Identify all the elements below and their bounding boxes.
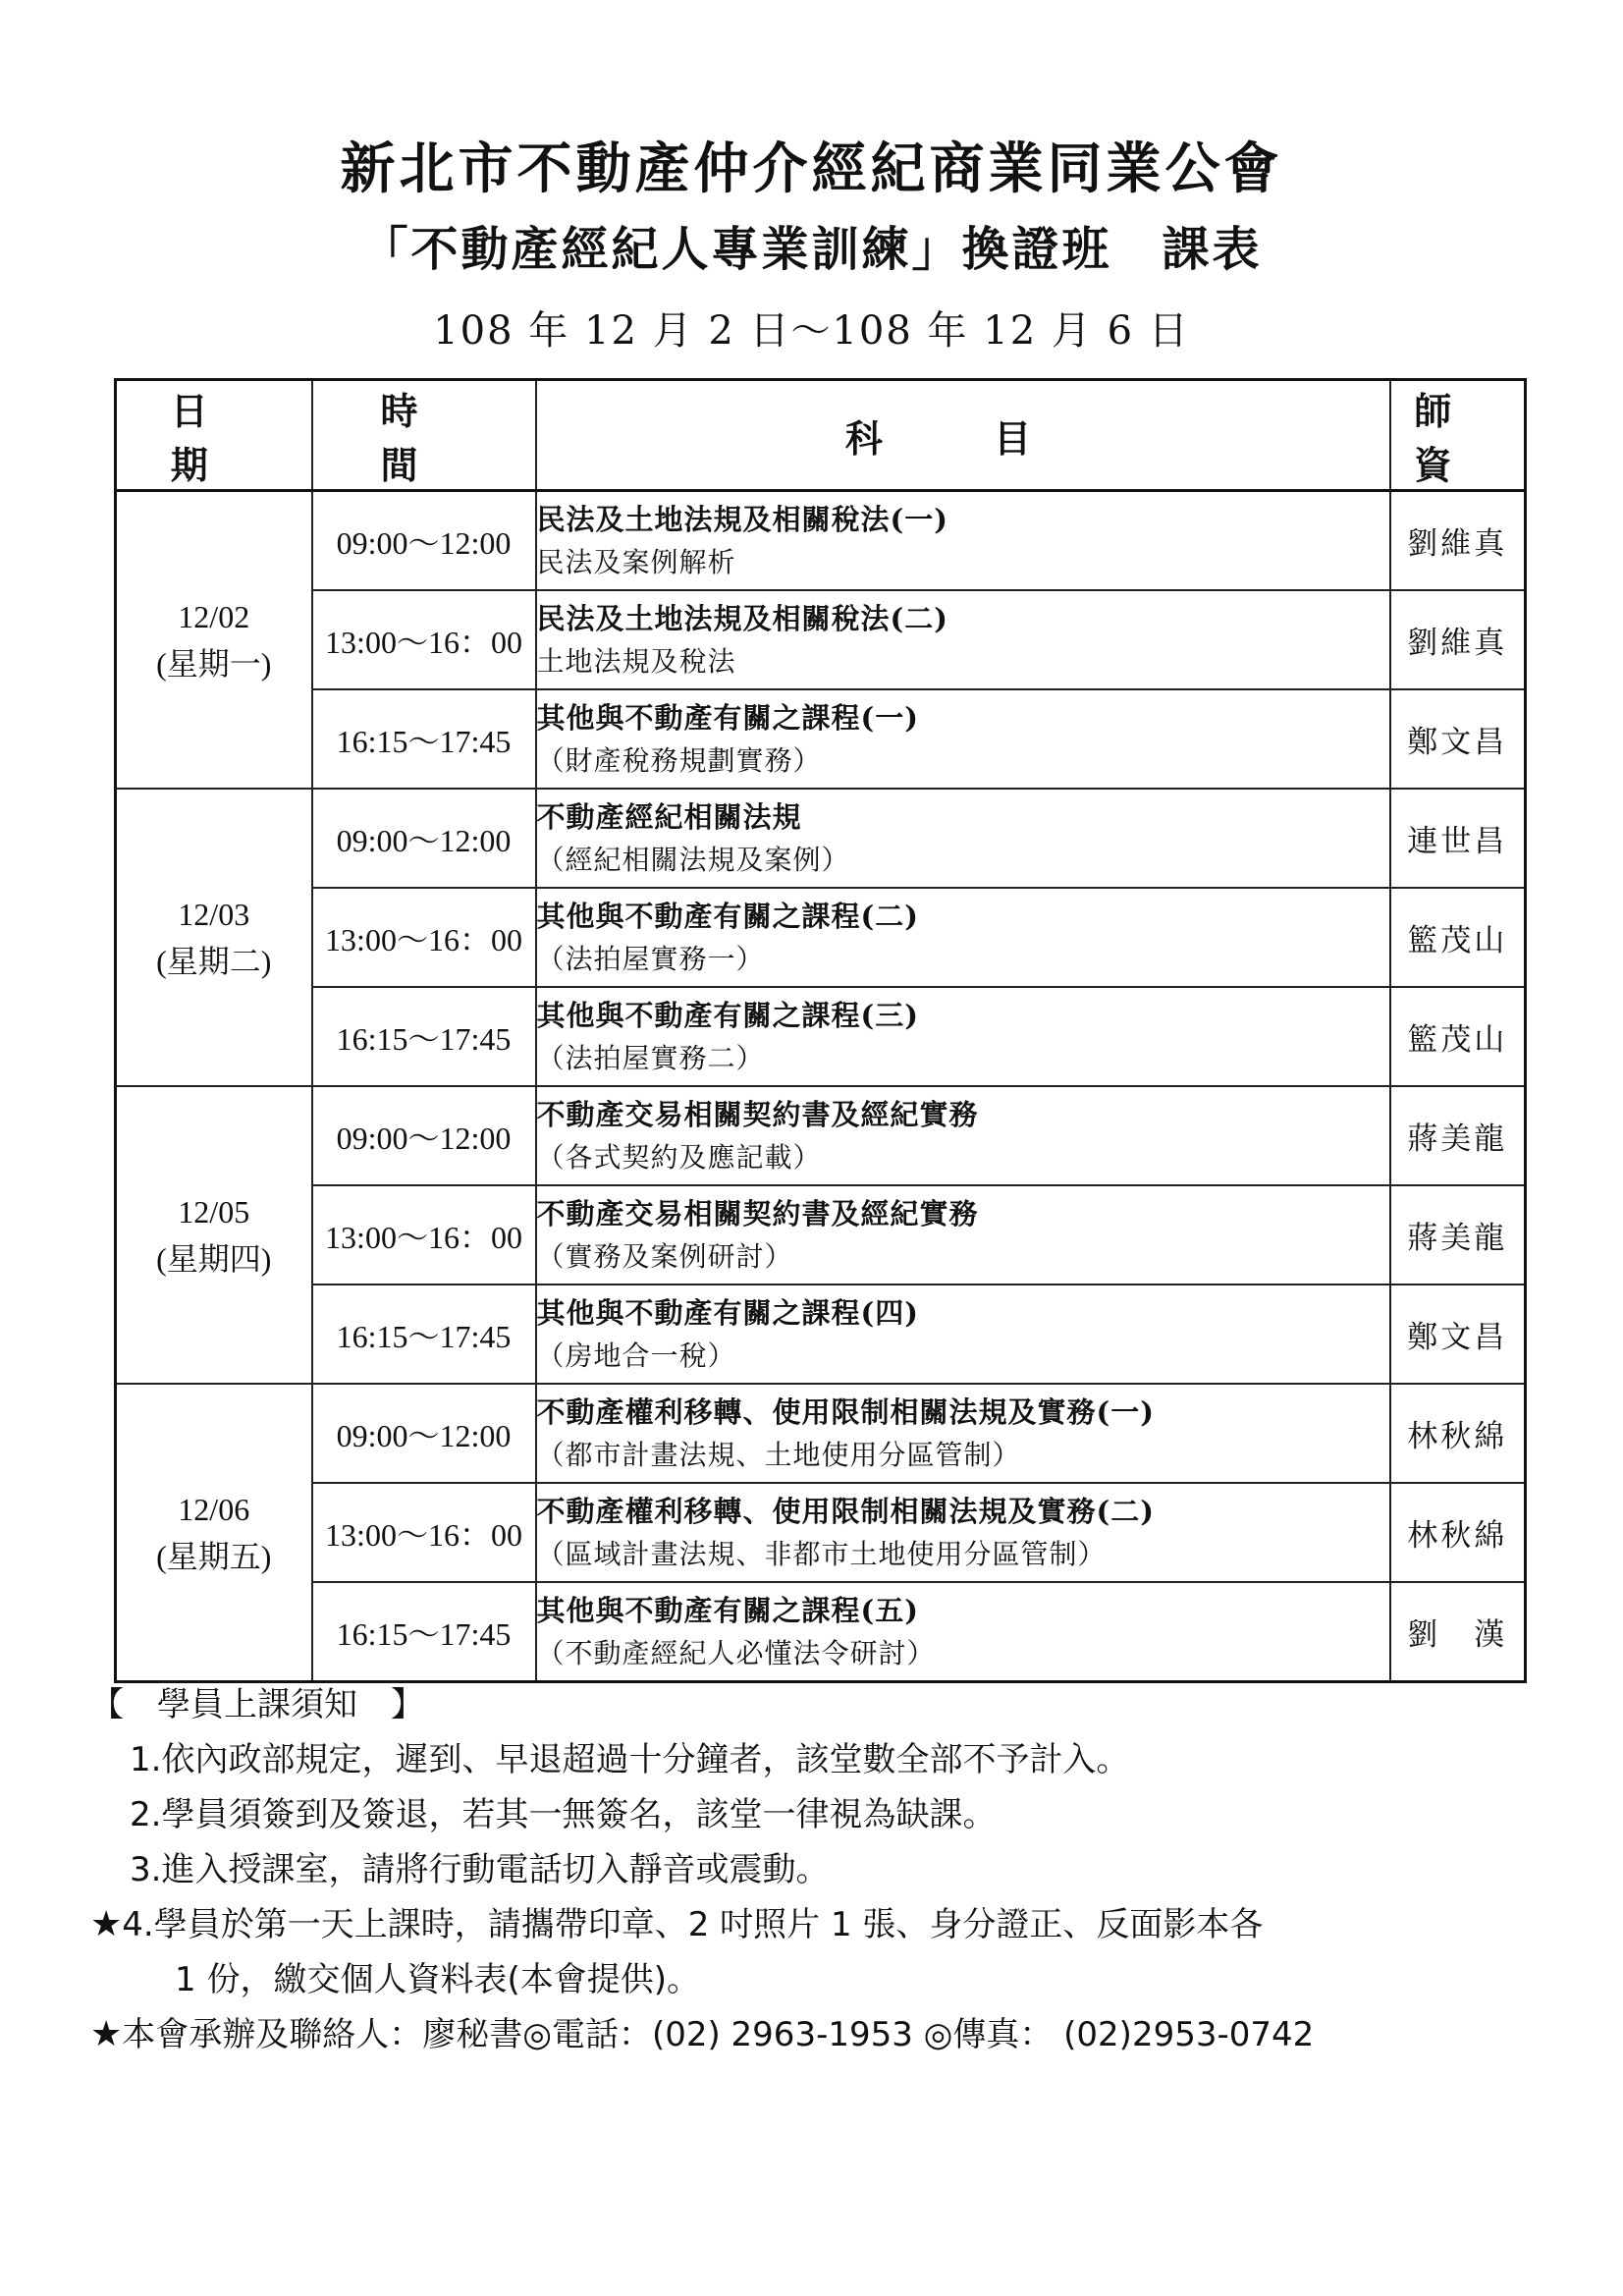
subject-detail: （財產稅務規劃實務）	[536, 743, 822, 777]
subject-title: 不動產經紀相關法規	[536, 799, 802, 834]
time-cell: 09:00～12:00	[312, 491, 536, 591]
contact-line	[90, 2007, 1314, 2055]
teacher-cell: 劉 漢	[1390, 1582, 1526, 1682]
subject-title: 民法及土地法規及相關稅法(一)	[536, 502, 948, 536]
subject-detail: （房地合一稅）	[536, 1339, 736, 1372]
date-cell	[116, 491, 312, 790]
teacher-cell: 林秋綿	[1390, 1384, 1526, 1483]
table-row	[116, 1285, 1526, 1384]
header-time: 時 間	[312, 380, 536, 491]
table-header-row	[116, 380, 1526, 491]
subject-title: 其他與不動產有關之課程(四)	[536, 1295, 919, 1330]
date-cell	[116, 789, 312, 1086]
table-row	[116, 1582, 1526, 1682]
subject-title: 不動產交易相關契約書及經紀實務	[536, 1097, 979, 1131]
time-cell: 16:15～17:45	[312, 1285, 536, 1384]
header-teacher: 師資	[1390, 380, 1526, 491]
subject-detail: （法拍屋實務一）	[536, 942, 765, 975]
time-cell: 13:00～16：00	[312, 1185, 536, 1285]
weekday-value: (星期二)	[156, 943, 272, 979]
table-row	[116, 689, 1526, 789]
subject-cell	[536, 1384, 1390, 1483]
teacher-cell: 連世昌	[1390, 789, 1526, 888]
table-row	[116, 1086, 1526, 1185]
subject-detail: （區域計畫法規、非都市土地使用分區管制）	[536, 1537, 1107, 1570]
subject-detail: （實務及案例研討）	[536, 1239, 793, 1273]
subject-title: 其他與不動產有關之課程(一)	[536, 700, 919, 735]
teacher-cell: 蔣美龍	[1390, 1185, 1526, 1285]
note-item: 3.進入授課室，請將行動電話切入靜音或震動。	[130, 1850, 830, 1889]
table-row	[116, 590, 1526, 689]
table-row	[116, 491, 1526, 591]
teacher-cell: 蔣美龍	[1390, 1086, 1526, 1185]
subject-cell	[536, 689, 1390, 789]
note-item: 1.依內政部規定，遲到、早退超過十分鐘者，該堂數全部不予計入。	[130, 1740, 1130, 1779]
subject-detail: （各式契約及應記載）	[536, 1140, 822, 1174]
date-value: 12/05	[178, 1193, 250, 1230]
schedule-table	[114, 378, 1527, 1683]
subject-title: 不動產權利移轉、使用限制相關法規及實務(一)	[536, 1394, 1155, 1429]
subject-detail: （都市計畫法規、土地使用分區管制）	[536, 1438, 1021, 1471]
teacher-cell: 劉維真	[1390, 590, 1526, 689]
subject-detail: （不動產經紀人必懂法令研討）	[536, 1636, 936, 1669]
table-row	[116, 1384, 1526, 1483]
subject-title: 不動產權利移轉、使用限制相關法規及實務(二)	[536, 1494, 1155, 1528]
schedule-body	[116, 491, 1526, 1682]
subject-title: 其他與不動產有關之課程(五)	[536, 1593, 919, 1627]
note-item-starred	[90, 1897, 1263, 1945]
header-subject: 科 目	[536, 380, 1390, 491]
time-cell: 13:00～16：00	[312, 1483, 536, 1582]
date-cell	[116, 1384, 312, 1682]
organization-title: 新北市不動產仲介經紀商業同業公會	[340, 137, 1283, 201]
teacher-cell: 劉維真	[1390, 491, 1526, 591]
subject-title: 不動產交易相關契約書及經紀實務	[536, 1196, 979, 1230]
subject-cell	[536, 1483, 1390, 1582]
subject-title: 其他與不動產有關之課程(二)	[536, 899, 919, 933]
table-row	[116, 789, 1526, 888]
time-cell: 09:00～12:00	[312, 1384, 536, 1483]
subject-detail: （經紀相關法規及案例）	[536, 843, 850, 876]
subject-detail: 民法及案例解析	[536, 545, 736, 578]
note-text: 4.學員於第一天上課時，請攜帶印章、2 吋照片 1 張、身分證正、反面影本各	[122, 1905, 1264, 1944]
notes-heading: 【 學員上課須知 】	[90, 1685, 424, 1724]
time-cell: 13:00～16：00	[312, 590, 536, 689]
table-row	[116, 1483, 1526, 1582]
note-item: 2.學員須簽到及簽退，若其一無簽名，該堂一律視為缺課。	[130, 1795, 997, 1834]
date-value: 12/02	[178, 598, 250, 634]
teacher-cell: 籃茂山	[1390, 888, 1526, 987]
weekday-value: (星期四)	[156, 1240, 272, 1277]
teacher-cell: 林秋綿	[1390, 1483, 1526, 1582]
subject-cell	[536, 888, 1390, 987]
time-cell: 16:15～17:45	[312, 1582, 536, 1682]
time-cell: 09:00～12:00	[312, 789, 536, 888]
header-date: 日 期	[116, 380, 312, 491]
subject-cell	[536, 1285, 1390, 1384]
teacher-cell: 鄭文昌	[1390, 689, 1526, 789]
date-value: 12/06	[178, 1491, 250, 1527]
weekday-value: (星期五)	[156, 1538, 272, 1574]
subject-cell	[536, 590, 1390, 689]
subject-cell	[536, 491, 1390, 591]
subject-cell	[536, 789, 1390, 888]
time-cell: 13:00～16：00	[312, 888, 536, 987]
subject-detail: （法拍屋實務二）	[536, 1041, 765, 1074]
star-icon: ★	[90, 1904, 123, 1944]
table-row	[116, 987, 1526, 1086]
note-item: 1 份，繳交個人資料表(本會提供)。	[175, 1960, 700, 1999]
teacher-cell: 籃茂山	[1390, 987, 1526, 1086]
subject-cell	[536, 1582, 1390, 1682]
time-cell: 09:00～12:00	[312, 1086, 536, 1185]
subject-cell	[536, 1086, 1390, 1185]
subject-title: 其他與不動產有關之課程(三)	[536, 998, 919, 1032]
time-cell: 16:15～17:45	[312, 987, 536, 1086]
date-value: 12/03	[178, 896, 250, 932]
teacher-cell: 鄭文昌	[1390, 1285, 1526, 1384]
date-range: 108 年 12 月 2 日～108 年 12 月 6 日	[433, 308, 1190, 354]
date-cell	[116, 1086, 312, 1384]
star-icon: ★	[90, 2014, 123, 2054]
table-row	[116, 1185, 1526, 1285]
contact-text: 本會承辦及聯絡人：廖秘書◎電話：(02) 2963-1953 ◎傳真： (02)2953-0742	[122, 2015, 1315, 2054]
table-row	[116, 888, 1526, 987]
weekday-value: (星期一)	[156, 645, 272, 682]
subject-title: 民法及土地法規及相關稅法(二)	[536, 601, 948, 635]
time-cell: 16:15～17:45	[312, 689, 536, 789]
subject-cell	[536, 1185, 1390, 1285]
subject-detail: 土地法規及稅法	[536, 644, 736, 678]
course-title: 「不動產經紀人專業訓練」換證班 課表	[360, 222, 1263, 277]
subject-cell	[536, 987, 1390, 1086]
